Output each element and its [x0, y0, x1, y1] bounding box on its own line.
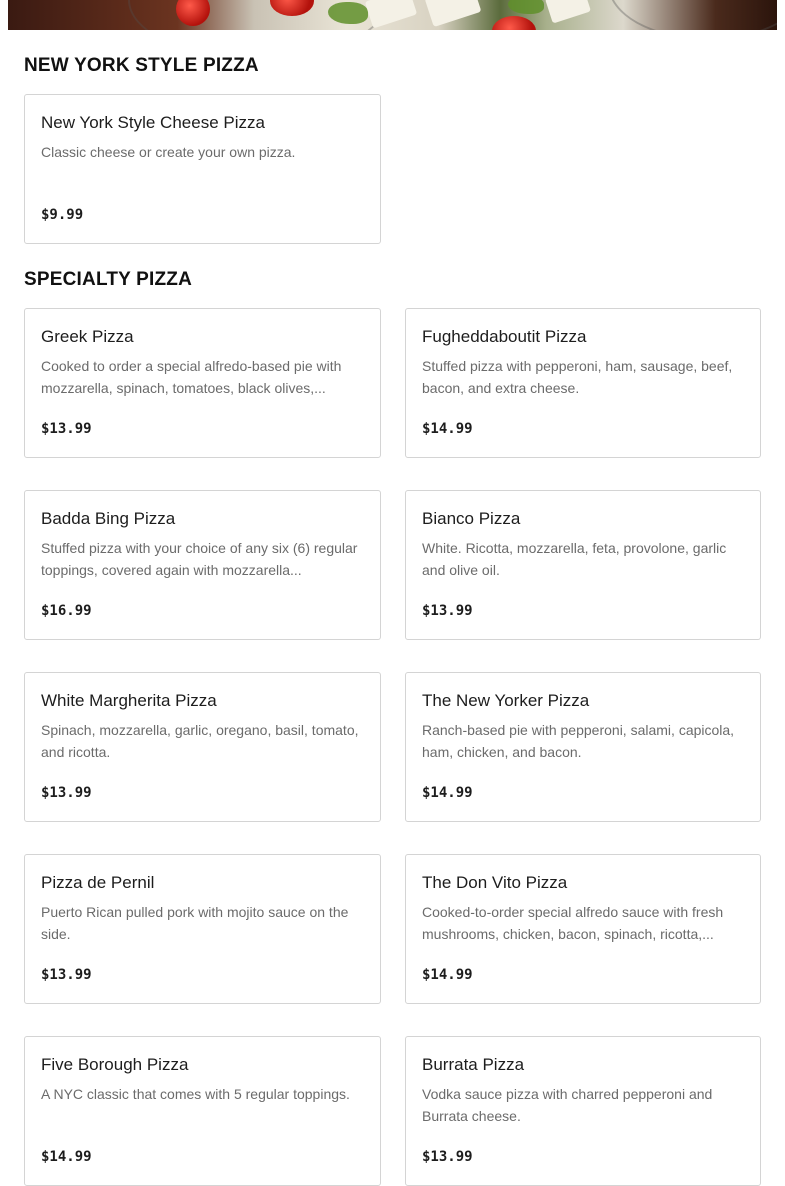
menu-item-card[interactable]	[405, 490, 761, 640]
menu-item-name: Badda Bing Pizza	[41, 509, 176, 528]
menu-item-description: Puerto Rican pulled pork with mojito sauce on the side.	[41, 904, 349, 942]
menu-item-name: Greek Pizza	[41, 327, 134, 346]
menu-item-name: Pizza de Pernil	[41, 873, 155, 892]
menu-item-price: $13.99	[41, 785, 92, 801]
menu-item-card[interactable]	[24, 94, 381, 244]
menu-item-price: $14.99	[422, 785, 473, 801]
section-title-specialty: SPECIALTY PIZZA	[24, 269, 193, 290]
menu-item-price: $13.99	[422, 603, 473, 619]
menu-item-card[interactable]	[24, 490, 381, 640]
menu-item-card[interactable]	[405, 308, 761, 458]
menu-item-price: $14.99	[422, 421, 473, 437]
menu-item-card[interactable]	[24, 1036, 381, 1186]
menu-item-name: Five Borough Pizza	[41, 1055, 189, 1074]
menu-item-card[interactable]	[24, 308, 381, 458]
menu-item-description: Ranch-based pie with pepperoni, salami, capicola, ham, chicken, and bacon.	[422, 722, 735, 760]
menu-item-price: $9.99	[41, 207, 84, 223]
menu-item-card[interactable]	[405, 672, 761, 822]
menu-item-price: $13.99	[422, 1149, 473, 1165]
menu-item-description: Classic cheese or create your own pizza.	[41, 144, 296, 160]
menu-item-description: Stuffed pizza with pepperoni, ham, sausage, beef, bacon, and extra cheese.	[422, 358, 733, 396]
menu-item-card[interactable]	[24, 854, 381, 1004]
menu-item-card[interactable]	[405, 854, 761, 1004]
menu-item-name: The Don Vito Pizza	[422, 873, 568, 892]
menu-item-price: $14.99	[41, 1149, 92, 1165]
menu-item-description: Vodka sauce pizza with charred pepperoni and Burrata cheese.	[422, 1086, 713, 1124]
menu-item-name: Burrata Pizza	[422, 1055, 525, 1074]
section-title-new-york-style: NEW YORK STYLE PIZZA	[24, 55, 259, 76]
menu-item-description: Spinach, mozzarella, garlic, oregano, basil, tomato, and ricotta.	[41, 722, 359, 760]
hero-food-image	[8, 0, 777, 30]
menu-item-card[interactable]	[405, 1036, 761, 1186]
menu-item-name: White Margherita Pizza	[41, 691, 217, 710]
menu-item-price: $14.99	[422, 967, 473, 983]
menu-item-description: Cooked to order a special alfredo-based pie with mozzarella, spinach, tomatoes, black olives,...	[41, 358, 342, 396]
menu-item-description: White. Ricotta, mozzarella, feta, provolone, garlic and olive oil.	[422, 540, 727, 578]
menu-item-card[interactable]	[24, 672, 381, 822]
menu-item-name: The New Yorker Pizza	[422, 691, 590, 710]
menu-item-name: New York Style Cheese Pizza	[41, 113, 265, 132]
menu-item-name: Fugheddaboutit Pizza	[422, 327, 587, 346]
menu-item-price: $13.99	[41, 967, 92, 983]
menu-item-description: Stuffed pizza with your choice of any six (6) regular toppings, covered again with mozzarella...	[41, 540, 358, 578]
menu-item-price: $13.99	[41, 421, 92, 437]
menu-item-description: Cooked-to-order special alfredo sauce with fresh mushrooms, chicken, bacon, spinach, ricotta,...	[422, 904, 724, 942]
menu-item-description: A NYC classic that comes with 5 regular toppings.	[41, 1086, 350, 1102]
menu-item-name: Bianco Pizza	[422, 509, 521, 528]
menu-item-price: $16.99	[41, 603, 92, 619]
